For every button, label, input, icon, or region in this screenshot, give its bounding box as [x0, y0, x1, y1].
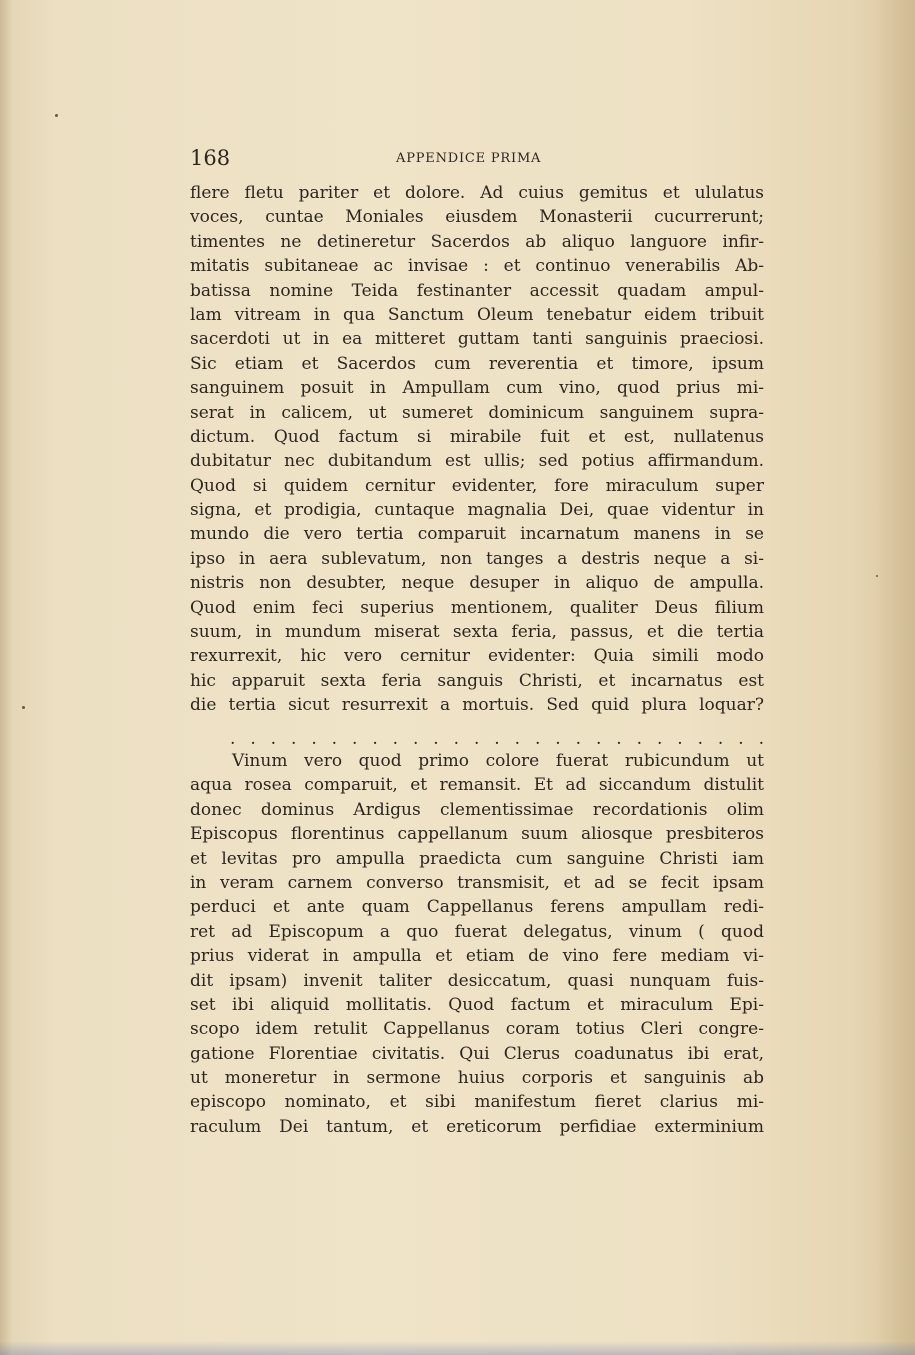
text-line: suum, in mundum miserat sexta feria, passus, et die tertia	[190, 622, 764, 643]
text-line: in veram carnem converso transmisit, et ad se fecit ipsam	[190, 872, 764, 893]
text-line: perduci et ante quam Cappellanus ferens ampullam redi-	[190, 897, 764, 918]
text-line: signa, et prodigia, cuntaque magnalia Dei, quae videntur in	[190, 500, 764, 521]
text-line: donec dominus Ardigus clementissimae recordationis olim	[190, 799, 764, 820]
text-line: sanguinem posuit in Ampullam cum vino, quod prius mi-	[190, 378, 764, 399]
page-left-shadow	[0, 0, 12, 1355]
text-line: Quod si quidem cernitur evidenter, fore miraculum super	[190, 475, 764, 496]
text-line: serat in calicem, ut sumeret dominicum sanguinem supra-	[190, 402, 764, 423]
text-line: dit ipsam) invenit taliter desiccatum, quasi nunquam fuis-	[190, 970, 764, 991]
paper-speck	[22, 706, 25, 709]
text-line: Sic etiam et Sacerdos cum reverentia et timore, ipsum	[190, 353, 764, 374]
text-line: gatione Florentiae civitatis. Qui Clerus coadunatus ibi erat,	[190, 1043, 764, 1064]
text-line: raculum Dei tantum, et ereticorum perfidiae exterminium	[190, 1116, 764, 1137]
paragraph-1	[190, 181, 764, 718]
text-line: dubitatur nec dubitandum est ullis; sed potius affirmandum.	[190, 451, 764, 472]
text-line: dictum. Quod factum si mirabile fuit et est, nullatenus	[190, 426, 764, 447]
text-line: voces, cuntae Moniales eiusdem Monasterii cucurrerunt;	[190, 207, 764, 228]
paper-speck	[55, 114, 58, 117]
text-line: episcopo nominato, et sibi manifestum fieret clarius mi-	[190, 1092, 764, 1113]
page-header	[190, 142, 764, 172]
text-line: ut moneretur in sermone huius corporis et sanguinis ab	[190, 1068, 764, 1089]
text-line: Quod enim feci superius mentionem, qualiter Deus filium	[190, 597, 764, 618]
ellipsis-row: . . . . . . . . . . . . . . . . . . . . . . . . . . .	[230, 729, 764, 749]
text-line: mundo die vero tertia comparuit incarnatum manens in se	[190, 524, 764, 545]
text-line: Vinum vero quod primo colore fuerat rubicundum ut	[232, 751, 764, 771]
text-line: scopo idem retulit Cappellanus coram totius Cleri congre-	[190, 1019, 764, 1040]
text-line: ipso in aera sublevatum, non tanges a destris neque a si-	[190, 548, 764, 569]
text-line: sacerdoti ut in ea mitteret guttam tanti sanguinis praeciosi.	[190, 329, 764, 350]
text-line: et levitas pro ampulla praedicta cum sanguine Christi iam	[190, 848, 764, 869]
text-line: nistris non desubter, neque desuper in aliquo de ampulla.	[190, 573, 764, 594]
page-bottom-edge	[0, 1341, 915, 1355]
paper-speck	[876, 575, 878, 577]
text-line: timentes ne detineretur Sacerdos ab aliquo languore infir-	[190, 231, 764, 252]
text-line: set ibi aliquid mollitatis. Quod factum et miraculum Epi-	[190, 994, 764, 1015]
text-line: prius viderat in ampulla et etiam de vino fere mediam vi-	[190, 946, 764, 967]
text-line: lam vitream in qua Sanctum Oleum tenebatur eidem tribuit	[190, 304, 764, 325]
text-line: hic apparuit sexta feria sanguis Christi, et incarnatus est	[190, 670, 764, 691]
text-line: mitatis subitaneae ac invisae : et continuo venerabilis Ab-	[190, 256, 764, 277]
text-line: ret ad Episcopum a quo fuerat delegatus, vinum ( quod	[190, 921, 764, 942]
text-line: aqua rosea comparuit, et remansit. Et ad siccandum distulit	[190, 775, 764, 796]
page-right-edge	[875, 0, 915, 1355]
text-line: die tertia sicut resurrexit a mortuis. Sed quid plura loquar?	[190, 695, 764, 716]
text-line: rexurrexit, hic vero cernitur evidenter: Quia simili modo	[190, 646, 764, 667]
text-line: Episcopus florentinus cappellanum suum aliosque presbiteros	[190, 824, 764, 845]
paragraph-2	[190, 749, 764, 1139]
page-number: 168	[190, 146, 231, 170]
text-line: batissa nomine Teida festinanter accessit quadam ampul-	[190, 280, 764, 301]
text-line: flere fletu pariter et dolore. Ad cuius gemitus et ululatus	[190, 183, 764, 203]
running-head: APPENDICE PRIMA	[396, 151, 542, 166]
